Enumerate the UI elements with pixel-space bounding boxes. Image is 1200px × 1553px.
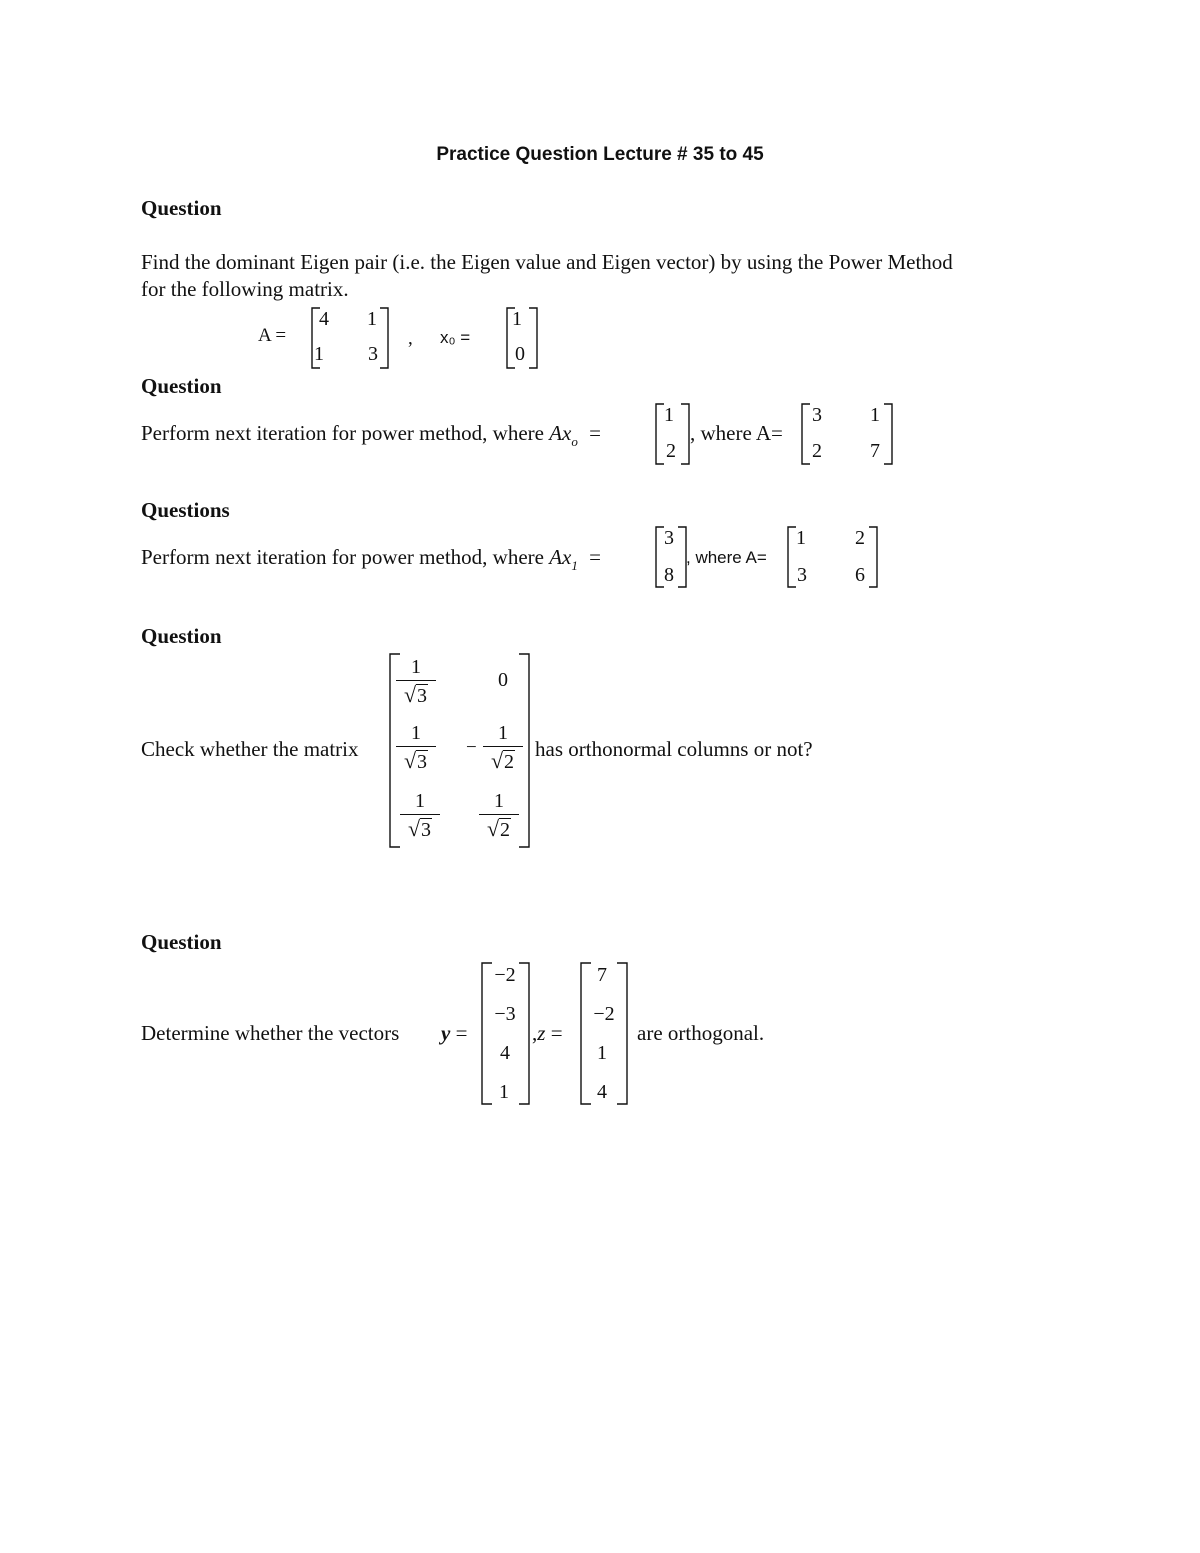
matrix-a2-cell: 7 — [870, 440, 880, 462]
page-title: Practice Question Lecture # 35 to 45 — [436, 144, 764, 165]
question-3-where-label: , where A= — [686, 548, 767, 567]
matrix-a2-cell: 3 — [812, 404, 822, 426]
radicand: 3 — [417, 751, 428, 773]
fraction-denominator — [479, 817, 519, 842]
question-5-suffix: are orthogonal. — [637, 1021, 765, 1045]
ax-subscript: 1 — [571, 558, 578, 573]
vector-y-right-bracket — [518, 962, 530, 1105]
matrix-a3-cell: 3 — [797, 564, 807, 586]
matrix-a2-cell: 2 — [812, 440, 822, 462]
matrix-a3-right-bracket — [868, 526, 878, 588]
fraction-1-over-sqrt3 — [396, 656, 436, 708]
question-1-heading: Question — [141, 196, 222, 220]
matrix-a-cell: 4 — [319, 308, 329, 330]
fraction-numerator: 1 — [494, 790, 504, 812]
matrix-a2-cell: 1 — [870, 404, 880, 426]
matrix-a2-right-bracket — [883, 403, 893, 465]
sqrt-symbol: √ — [486, 816, 500, 841]
vector-ax1-cell: 3 — [664, 527, 674, 549]
equals-sign: = — [550, 1021, 563, 1045]
question-2-text — [141, 421, 601, 449]
vector-y-cell: −3 — [494, 1003, 516, 1025]
vector-x0-right-bracket — [528, 307, 538, 369]
y-variable: y — [441, 1021, 451, 1045]
matrix-q-zero: 0 — [498, 669, 508, 691]
fraction-1-over-sqrt2 — [479, 790, 519, 842]
vector-z-cell: 4 — [597, 1081, 607, 1103]
matrix-a-cell: 1 — [314, 343, 324, 365]
vector-z-cell: −2 — [593, 1003, 615, 1025]
sqrt-symbol: √ — [403, 682, 417, 707]
radicand: 3 — [417, 685, 428, 707]
fraction-denominator — [400, 817, 440, 842]
comma: , — [532, 1021, 538, 1045]
question-3-heading: Questions — [141, 498, 230, 522]
ax-variable: Ax — [549, 421, 572, 445]
fraction-numerator: 1 — [411, 722, 421, 744]
question-4-heading: Question — [141, 624, 222, 648]
matrix-a3-cell: 1 — [796, 527, 806, 549]
question-5-heading: Question — [141, 930, 222, 954]
question-4-prefix: Check whether the matrix — [141, 737, 359, 761]
fraction-1-over-sqrt3 — [400, 790, 440, 842]
vector-x0-cell: 0 — [515, 343, 525, 365]
vector-ax0-cell: 2 — [666, 440, 676, 462]
radicand: 2 — [500, 819, 511, 841]
fraction-numerator: 1 — [498, 722, 508, 744]
matrix-a-cell: 3 — [368, 343, 378, 365]
vector-ax0-right-bracket — [680, 403, 690, 465]
matrix-q-right-bracket — [518, 653, 530, 848]
z-variable: z — [537, 1021, 546, 1045]
matrix-a-label: A = — [258, 325, 287, 346]
fraction-denominator — [396, 749, 436, 774]
ax-variable: Ax — [549, 545, 572, 569]
matrix-a3-cell: 2 — [855, 527, 865, 549]
vector-y-cell: 1 — [499, 1081, 509, 1103]
question-2-prefix: Perform next iteration for power method, where — [141, 421, 544, 445]
vector-z-cell: 1 — [597, 1042, 607, 1064]
vector-x0-label: x₀ = — [440, 328, 471, 347]
sqrt-symbol: √ — [407, 816, 421, 841]
question-2-heading: Question — [141, 374, 222, 398]
sqrt-symbol: √ — [490, 748, 504, 773]
vector-y-label — [441, 1021, 467, 1046]
fraction-numerator: 1 — [411, 656, 421, 678]
minus-sign: − — [466, 737, 477, 758]
radicand: 2 — [504, 751, 515, 773]
fraction-1-over-sqrt2 — [483, 722, 523, 774]
vector-ax0-cell: 1 — [664, 404, 674, 426]
vector-z-label — [532, 1021, 563, 1046]
vector-y-cell: 4 — [500, 1042, 510, 1064]
vector-ax1-cell: 8 — [664, 564, 674, 586]
matrix-a-right-bracket — [379, 307, 389, 369]
ax-subscript: o — [571, 434, 578, 449]
vector-x0-cell: 1 — [512, 308, 522, 330]
equals-sign: = — [589, 421, 601, 445]
fraction-denominator — [396, 683, 436, 708]
equals-sign: = — [455, 1021, 468, 1045]
vector-y-cell: −2 — [494, 964, 516, 986]
equals-sign: = — [589, 545, 601, 569]
separator-comma: , — [408, 328, 413, 349]
question-4-suffix: has orthonormal columns or not? — [535, 737, 813, 761]
radicand: 3 — [421, 819, 432, 841]
question-1-text-line1: Find the dominant Eigen pair (i.e. the Eigen value and Eigen vector) by using the Power Method — [141, 250, 953, 274]
question-1-text-line2: for the following matrix. — [141, 277, 349, 301]
question-5-prefix: Determine whether the vectors — [141, 1021, 400, 1045]
question-2-where-label: , where A= — [690, 421, 783, 445]
fraction-1-over-sqrt3 — [396, 722, 436, 774]
vector-z-cell: 7 — [597, 964, 607, 986]
fraction-numerator: 1 — [415, 790, 425, 812]
matrix-a3-cell: 6 — [855, 564, 865, 586]
question-3-text — [141, 545, 601, 573]
question-3-prefix: Perform next iteration for power method, where — [141, 545, 544, 569]
matrix-a-cell: 1 — [367, 308, 377, 330]
vector-z-right-bracket — [616, 962, 628, 1105]
fraction-denominator — [483, 749, 523, 774]
sqrt-symbol: √ — [403, 748, 417, 773]
